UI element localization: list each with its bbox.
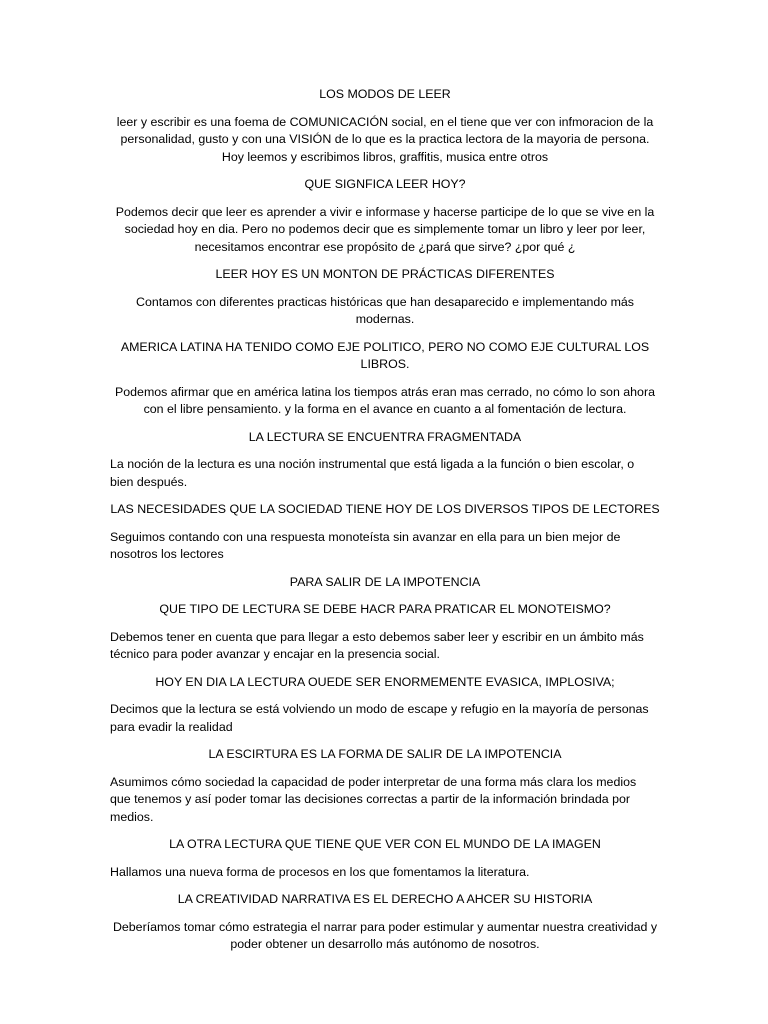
paragraph: La noción de la lectura es una noción instrumental que está ligada a la función o bien escolar, o bien después. xyxy=(110,457,635,489)
paragraph: leer y escribir es una foema de COMUNICACIÓN social, en el tiene que ver con infmoracion de la personalidad, gusto y con una VISIÓN de lo que es la practica lectora de la mayoria de persona. Hoy leemos y escribimos libros, graffitis, musica entre otros xyxy=(116,114,654,164)
paragraph: Seguimos contando con una respuesta monoteísta sin avanzar en ella para un bien mejor de nosotros los lectores xyxy=(110,529,621,561)
document-title: LOS MODOS DE LEER xyxy=(319,87,451,101)
section-heading: LAS NECESIDADES QUE LA SOCIEDAD TIENE HOY DE LOS DIVERSOS TIPOS DE LECTORES xyxy=(110,502,660,516)
paragraph: Podemos decir que leer es aprender a vivir e informase y hacerse participe de lo que se vive en la sociedad hoy en dia. Pero no podemos decir que es simplemente tomar un libro y leer por leer, necesitamos encontrar ese propósito de ¿pará que sirve? ¿por qué ¿ xyxy=(115,204,655,254)
paragraph: Hallamos una nueva forma de procesos en los que fomentamos la literatura. xyxy=(110,864,530,879)
section-heading: LEER HOY ES UN MONTON DE PRÁCTICAS DIFERENTES xyxy=(215,267,555,281)
paragraph: Asumimos cómo sociedad la capacidad de poder interpretar de una forma más clara los medios que tenemos y así poder tomar las decisiones correctas a partir de la información brindada por medios. xyxy=(110,774,637,824)
section-heading: LA CREATIVIDAD NARRATIVA ES EL DERECHO A AHCER SU HISTORIA xyxy=(177,892,593,906)
paragraph: Podemos afirmar que en américa latina los tiempos atrás eran mas cerrado, no cómo lo son ahora con el libre pensamiento. y la forma en el avance en cuanto a al fomentación de lectura. xyxy=(115,384,655,416)
paragraph: Deberíamos tomar cómo estrategia el narrar para poder estimular y aumentar nuestra creatividad y poder obtener un desarrollo más autónomo de nosotros. xyxy=(112,919,658,951)
section-heading: QUE SIGNFICA LEER HOY? xyxy=(304,177,466,191)
paragraph: Contamos con diferentes practicas históricas que han desaparecido e implementando más modernas. xyxy=(136,294,634,326)
section-heading: LA LECTURA SE ENCUENTRA FRAGMENTADA xyxy=(248,429,522,444)
section-heading: QUE TIPO DE LECTURA SE DEBE HACR PARA PRATICAR EL MONOTEISMO? xyxy=(159,602,611,616)
section-heading: AMERICA LATINA HA TENIDO COMO EJE POLITICO, PERO NO COMO EJE CULTURAL LOS LIBROS. xyxy=(120,339,650,371)
section-heading: PARA SALIR DE LA IMPOTENCIA xyxy=(289,574,481,589)
paragraph: Debemos tener en cuenta que para llegar a esto debemos saber leer y escribir en un ámbito más técnico para poder avanzar y encajar en la presencia social. xyxy=(110,629,644,661)
section-heading: LA OTRA LECTURA QUE TIENE QUE VER CON EL MUNDO DE LA IMAGEN xyxy=(169,837,601,851)
paragraph: Decimos que la lectura se está volviendo un modo de escape y refugio en la mayoría de personas para evadir la realidad xyxy=(110,702,649,734)
section-heading: LA ESCIRTURA ES LA FORMA DE SALIR DE LA IMPOTENCIA xyxy=(208,747,562,761)
section-heading: HOY EN DIA LA LECTURA OUEDE SER ENORMEMENTE EVASICA, IMPLOSIVA; xyxy=(155,674,615,689)
